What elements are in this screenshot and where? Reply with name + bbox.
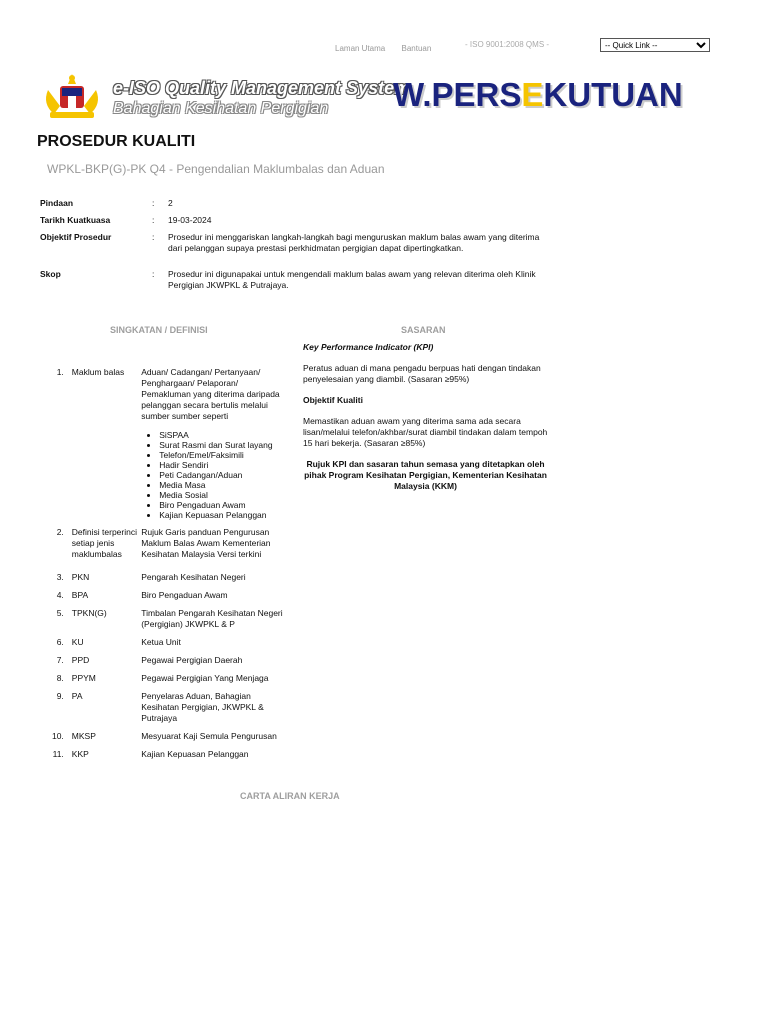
item-abbreviation: PKN [71,572,90,582]
list-item [40,590,290,601]
kpi-text: Peratus aduan di mana pengadu berpuas hati dengan tindakan penyelesaian yang diambil. (Sasaran ≥95%) [303,363,541,384]
item-description: Biro Pengaduan Awam [141,590,228,600]
item-number: 6. [56,637,64,647]
source-item: • Telefon/Emel/Faksimili [159,450,290,460]
item-description [141,367,290,520]
quality-objective-title: Objektif Kualiti [303,395,363,405]
quality-objective-text: Memastikan aduan awam yang diterima sama ada secara lisan/melalui telefon/akhbar/surat diambil tindakan dalam tempoh 15 hari bekerja. (Sasaran ≥85%) [303,416,548,448]
item-abbreviation: KU [71,637,84,647]
item-number: 2. [56,527,64,537]
item-abbreviation: Definisi terperinci setiap jenis maklumbalas [71,527,137,559]
item-number: 11. [52,749,64,759]
kpi-title: Key Performance Indicator (KPI) [303,342,434,352]
item-description: Pegawai Pergigian Daerah [141,655,243,665]
procedure-subtitle: WPKL-BKP(G)-PK Q4 - Pengendalian Maklumbalas dan Aduan [47,162,385,176]
item-abbreviation: Maklum balas [71,367,125,377]
region-text-part: W.PER [393,76,500,113]
item-description: Ketua Unit [141,637,181,647]
source-item: • Biro Pengaduan Awam [159,500,290,510]
item-number: 10. [51,731,64,741]
list-item [40,749,290,760]
meta-value: 2 [168,198,173,208]
item-number: 5. [56,608,64,618]
list-item [40,572,290,583]
meta-value: Prosedur ini menggariskan langkah-langkah bagi menguruskan maklum balas awam yang diterima dari pelanggan supaya prestasi perkhidmatan pergigian dapat dipertingkatkan. [168,232,540,253]
item-description: Rujuk Garis panduan Pengurusan Maklum Balas Awam Kementerian Kesihatan Malaysia Versi terkini [141,527,271,559]
item-number: 3. [56,572,64,582]
item-abbreviation: PPD [71,655,90,665]
iso-label: - ISO 9001:2008 QMS - [465,40,550,49]
item-description: Penyelaras Aduan, Bahagian Kesihatan Pergigian, JKWPKL & Putrajaya [141,691,264,723]
item-abbreviation: KKP [71,749,89,759]
meta-row-skop [40,269,548,291]
list-item [40,637,290,648]
quick-link-select[interactable] [600,38,710,52]
meta-row-objektif [40,232,548,254]
definitions-list [40,367,290,767]
item-abbreviation: BPA [71,590,89,600]
source-item: • Hadir Sendiri [159,460,290,470]
meta-colon: : [152,269,155,279]
item-description: Mesyuarat Kaji Semula Pengurusan [141,731,277,741]
meta-row-tarikh [40,215,548,226]
meta-colon: : [152,215,155,225]
source-item: • SiSPAA [159,430,290,440]
source-item: • Kajian Kepuasan Pelanggan [159,510,290,520]
region-text-part: UTUAN [567,76,683,113]
brand-subtitle: Bahagian Kesihatan Pergigian [113,100,329,117]
list-item [40,608,290,630]
meta-label: Pindaan [40,198,74,208]
nav-help-link[interactable]: Bantuan [401,44,432,53]
meta-label: Skop [40,269,61,279]
list-item [40,673,290,684]
meta-row-pindaan [40,198,548,209]
meta-label: Tarikh Kuatkuasa [40,215,111,225]
item-description: Pengarah Kesihatan Negeri [141,572,246,582]
item-number: 9. [56,691,64,701]
source-item: • Media Sosial [159,490,290,500]
meta-colon: : [152,198,155,208]
nav-home-link[interactable]: Laman Utama [335,44,386,53]
region-text-part: S [499,76,522,113]
region-banner [393,76,683,114]
meta-value: 19-03-2024 [168,215,212,225]
top-nav [335,44,445,53]
section-heading-targets: SASARAN [401,325,446,335]
section-heading-definitions: SINGKATAN / DEFINISI [110,325,208,335]
item-description: Timbalan Pengarah Kesihatan Negeri (Pergigian) JKWPKL & P [141,608,283,629]
item-number: 1. [56,367,64,377]
list-item [40,655,290,666]
procedure-meta [40,198,548,297]
list-item [40,731,290,742]
source-item: • Media Masa [159,480,290,490]
item-abbreviation: PPYM [71,673,96,683]
meta-label: Objektif Prosedur [40,232,112,242]
item-description: Kajian Kepuasan Pelanggan [141,749,249,759]
item-description-text: Aduan/ Cadangan/ Pertanyaan/ Penghargaan/ Pelaporan/ Pemakluman yang diterima daripada pelanggan secara bertulis melalui sumber sumber seperti [141,367,280,421]
list-item [40,367,290,520]
kpi-reference-note: Rujuk KPI dan sasaran tahun semasa yang ditetapkan oleh pihak Program Kesihatan Pergigian, Kementerian Kesihatan Malaysia (KKM) [304,459,547,491]
source-item: • Surat Rasmi dan Surat layang [159,440,290,450]
meta-value: Prosedur ini digunapakai untuk mengendali maklum balas awam yang relevan diterima oleh Klinik Pergigian JKWPKL & Putrajaya. [168,269,536,290]
item-number: 4. [56,590,64,600]
item-number: 8. [56,673,64,683]
source-list [141,430,290,520]
brand-title: e-ISO Quality Management System [113,78,411,98]
source-item: • Peti Cadangan/Aduan [159,470,290,480]
item-number: 7. [56,655,64,665]
meta-colon: : [152,232,155,242]
coat-of-arms-logo [40,70,104,122]
region-text-highlight: E [521,76,544,113]
region-text-part: K [543,76,568,113]
list-item [40,527,290,560]
item-abbreviation: PA [71,691,83,701]
item-abbreviation: MKSP [71,731,96,741]
item-abbreviation: TPKN(G) [71,608,107,618]
section-heading-flow: CARTA ALIRAN KERJA [240,791,340,801]
page-title: PROSEDUR KUALITI [37,133,196,150]
list-item [40,691,290,724]
item-description: Pegawai Pergigian Yang Menjaga [141,673,269,683]
targets-panel [303,342,548,502]
